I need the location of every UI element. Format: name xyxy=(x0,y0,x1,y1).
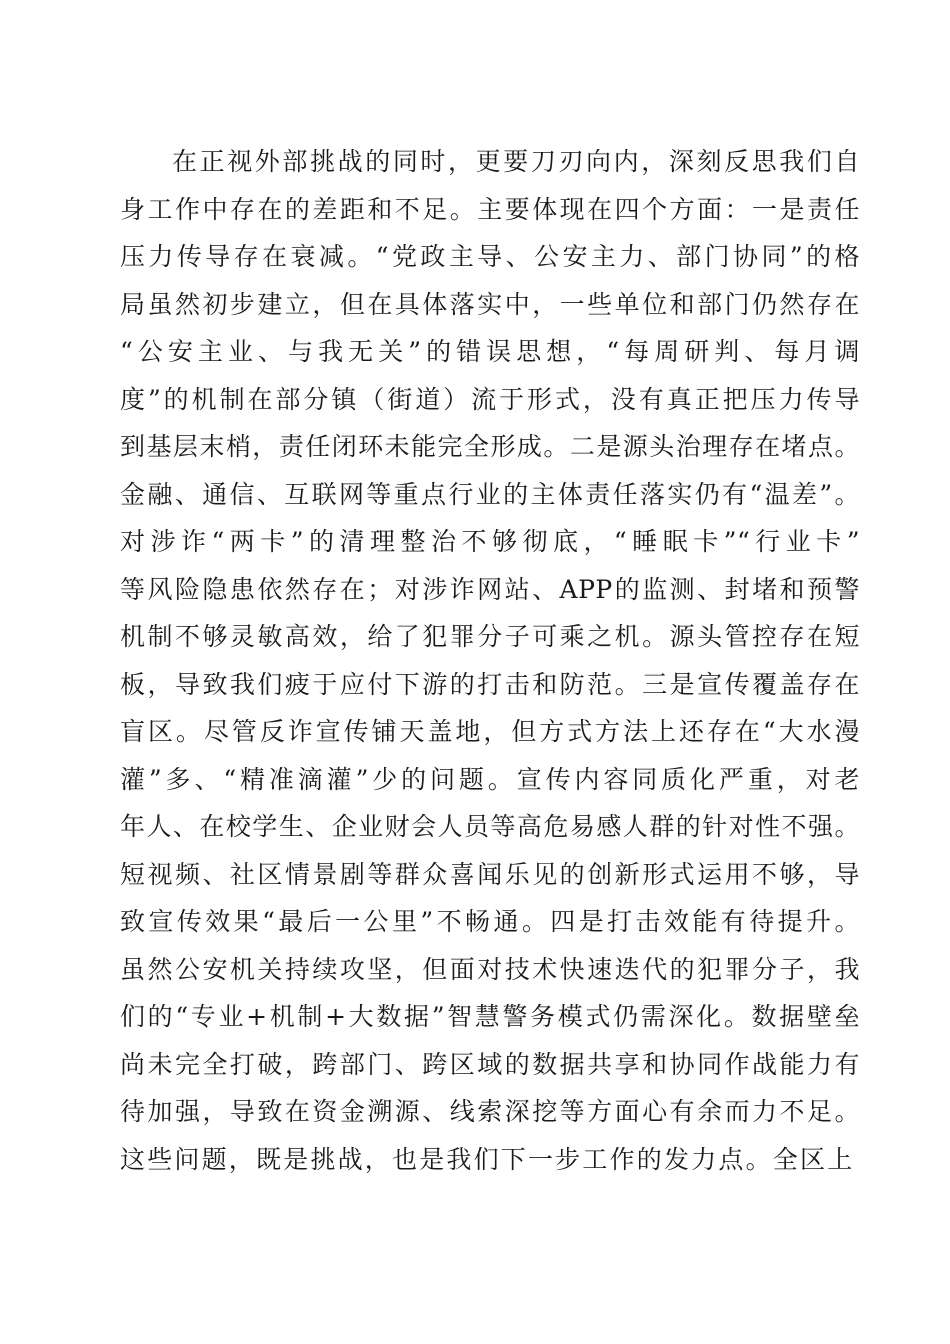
text-line: “公安主业、与我无关”的错误思想，“每周研判、每月调 xyxy=(120,337,860,366)
text-line: 灌”多、“精准滴灌”少的问题。宣传内容同质化严重，对老 xyxy=(120,764,860,794)
text-line: 短视频、社区情景剧等群众喜闻乐见的创新形式运用不够，导 xyxy=(120,859,860,889)
text-line: 度”的机制在部分镇（街道）流于形式，没有真正把压力传导 xyxy=(120,384,860,414)
text-line: 待加强，导致在资金溯源、线索深挖等方面心有余而力不足。 xyxy=(120,1097,860,1126)
text-line: 等风险隐患依然存在；对涉诈网站、APP的监测、封堵和预警 xyxy=(120,574,860,604)
text-line: 在正视外部挑战的同时，更要刀刃向内，深刻反思我们自 xyxy=(172,147,860,176)
body-paragraph xyxy=(120,138,860,1183)
text-line: 尚未完全打破，跨部门、跨区域的数据共享和协同作战能力有 xyxy=(120,1049,860,1079)
text-line: 板，导致我们疲于应付下游的打击和防范。三是宣传覆盖存在 xyxy=(120,669,860,699)
text-line: 机制不够灵敏高效，给了犯罪分子可乘之机。源头管控存在短 xyxy=(120,622,860,651)
text-line: 金融、通信、互联网等重点行业的主体责任落实仍有“温差”。 xyxy=(120,479,860,509)
text-line: 对涉诈“两卡”的清理整治不够彻底，“睡眠卡”“行业卡” xyxy=(120,527,860,556)
text-line: 这些问题，既是挑战，也是我们下一步工作的发力点。全区上 xyxy=(120,1144,855,1174)
text-line: 们的“专业+机制+大数据”智慧警务模式仍需深化。数据壁垒 xyxy=(120,1002,860,1031)
text-line: 年人、在校学生、企业财会人员等高危易感人群的针对性不强。 xyxy=(120,812,860,841)
text-line: 虽然公安机关持续攻坚，但面对技术快速迭代的犯罪分子，我 xyxy=(120,954,860,984)
text-line: 压力传导存在衰减。“党政主导、公安主力、部门协同”的格 xyxy=(120,242,860,271)
text-line: 身工作中存在的差距和不足。主要体现在四个方面：一是责任 xyxy=(120,194,860,224)
text-line: 到基层末梢，责任闭环未能完全形成。二是源头治理存在堵点。 xyxy=(120,432,860,461)
text-line: 盲区。尽管反诈宣传铺天盖地，但方式方法上还存在“大水漫 xyxy=(120,717,860,746)
text-line: 局虽然初步建立，但在具体落实中，一些单位和部门仍然存在 xyxy=(120,289,860,319)
text-line: 致宣传效果“最后一公里”不畅通。四是打击效能有待提升。 xyxy=(120,907,860,936)
